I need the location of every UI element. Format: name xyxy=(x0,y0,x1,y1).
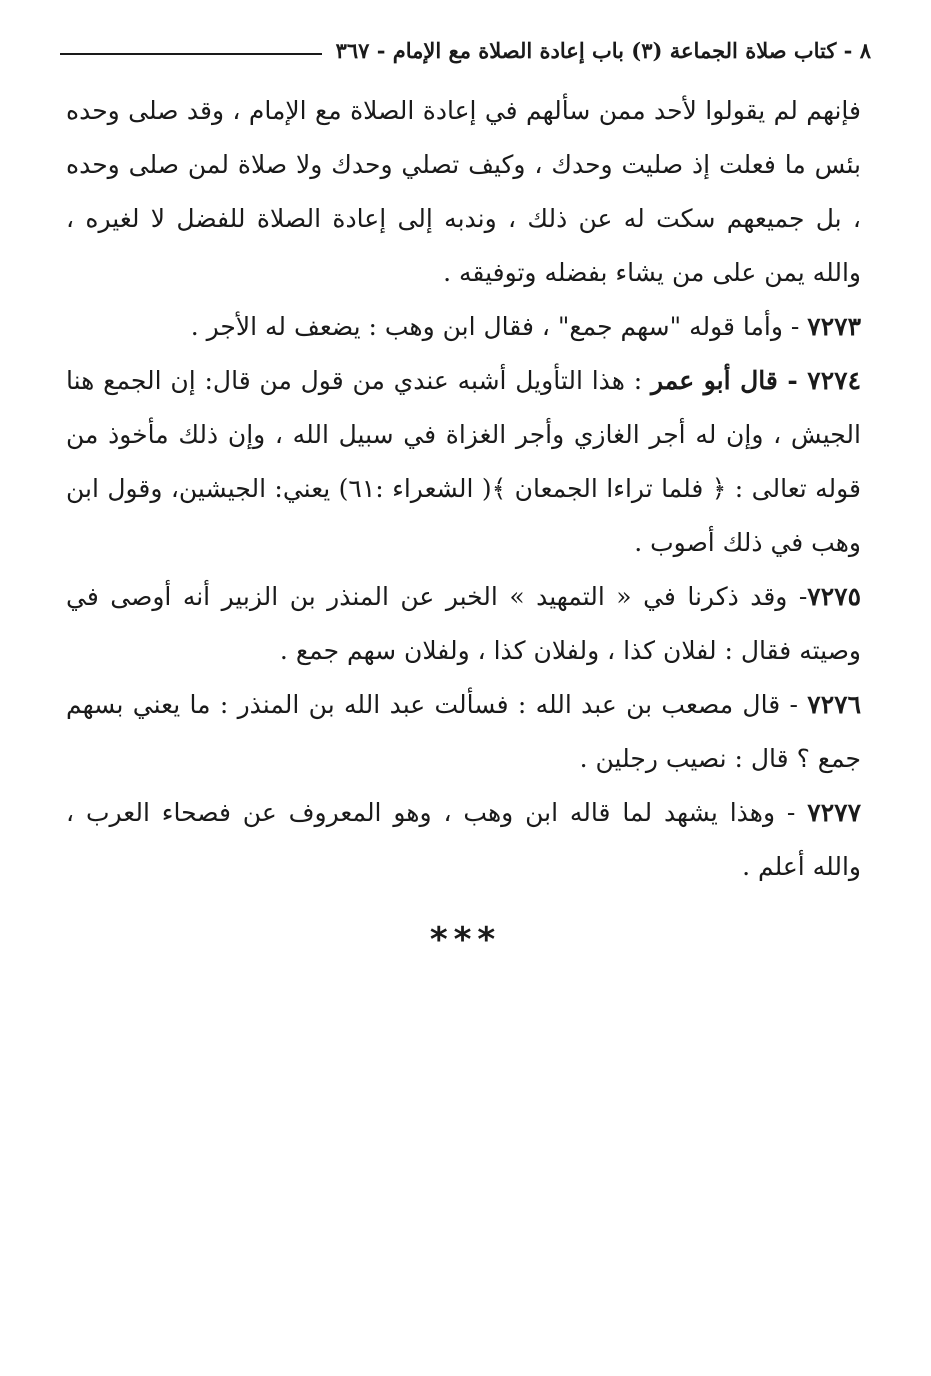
paragraph-7277 xyxy=(66,786,861,894)
paragraph-number: ٧٢٧٧ xyxy=(807,798,861,827)
paragraph-number: ٧٢٧٤ xyxy=(807,366,862,395)
running-title: ٨ - كتاب صلاة الجماعة (٣) باب إعادة الصلاة مع الإمام - ٣٦٧ xyxy=(335,37,871,63)
header-rule xyxy=(60,53,322,55)
paragraph-text: - وهذا يشهد لما قاله ابن وهب ، وهو المعروف عن فصحاء العرب ، والله أعلم . xyxy=(66,798,861,881)
section-separator: *** xyxy=(429,920,502,960)
paragraph-number: ٧٢٧٥ xyxy=(807,582,861,611)
running-header xyxy=(60,30,871,70)
paragraph-7274 xyxy=(66,354,861,570)
paragraph-text: - وقد ذكرنا في « التمهيد » الخبر عن المنذر بن الزبير أنه أوصى في وصيته فقال : لفلان كذا ، ولفلان كذا ، ولفلان سهم جمع . xyxy=(66,582,861,665)
paragraph-text: - قال مصعب بن عبد الله : فسألت عبد الله بن المنذر : ما يعني بسهم جمع ؟ قال : نصيب رجلين . xyxy=(66,690,861,773)
page-body xyxy=(66,84,861,894)
paragraph-7276 xyxy=(66,678,861,786)
paragraph-text: - وأما قوله "سهم جمع" ، فقال ابن وهب : يضعف له الأجر . xyxy=(190,312,808,341)
paragraph-7275 xyxy=(66,570,861,678)
paragraph-text: فإنهم لم يقولوا لأحد ممن سألهم في إعادة الصلاة مع الإمام ، وقد صلى وحده بئس ما فعلت إذ صليت وحدك ، وكيف تصلي وحدك ولا صلاة لمن صلى وحده ، بل جميعهم سكت له عن ذلك ، وندبه إلى إعادة الصلاة للفضل لا لغيره ، والله يمن على من يشاء بفضله وتوفيقه . xyxy=(66,96,861,287)
paragraph-number: ٧٢٧٣ xyxy=(807,312,861,341)
paragraph-number: ٧٢٧٦ xyxy=(807,690,861,719)
paragraph-continuation xyxy=(66,84,861,300)
paragraph-lead: - قال أبو عمر xyxy=(651,366,808,395)
paragraph-7273 xyxy=(66,300,861,354)
paragraph-text: : هذا التأويل أشبه عندي من قول من قال: إن الجمع هنا الجيش ، وإن له أجر الغازي وأجر الغزاة في سبيل الله ، وإن ذلك مأخوذ من قوله تعالى : ﴿ فلما تراءا الجمعان ﴾( الشعراء :٦١) يعني: الجيشين، وقول ابن وهب في ذلك أصوب . xyxy=(66,366,861,557)
